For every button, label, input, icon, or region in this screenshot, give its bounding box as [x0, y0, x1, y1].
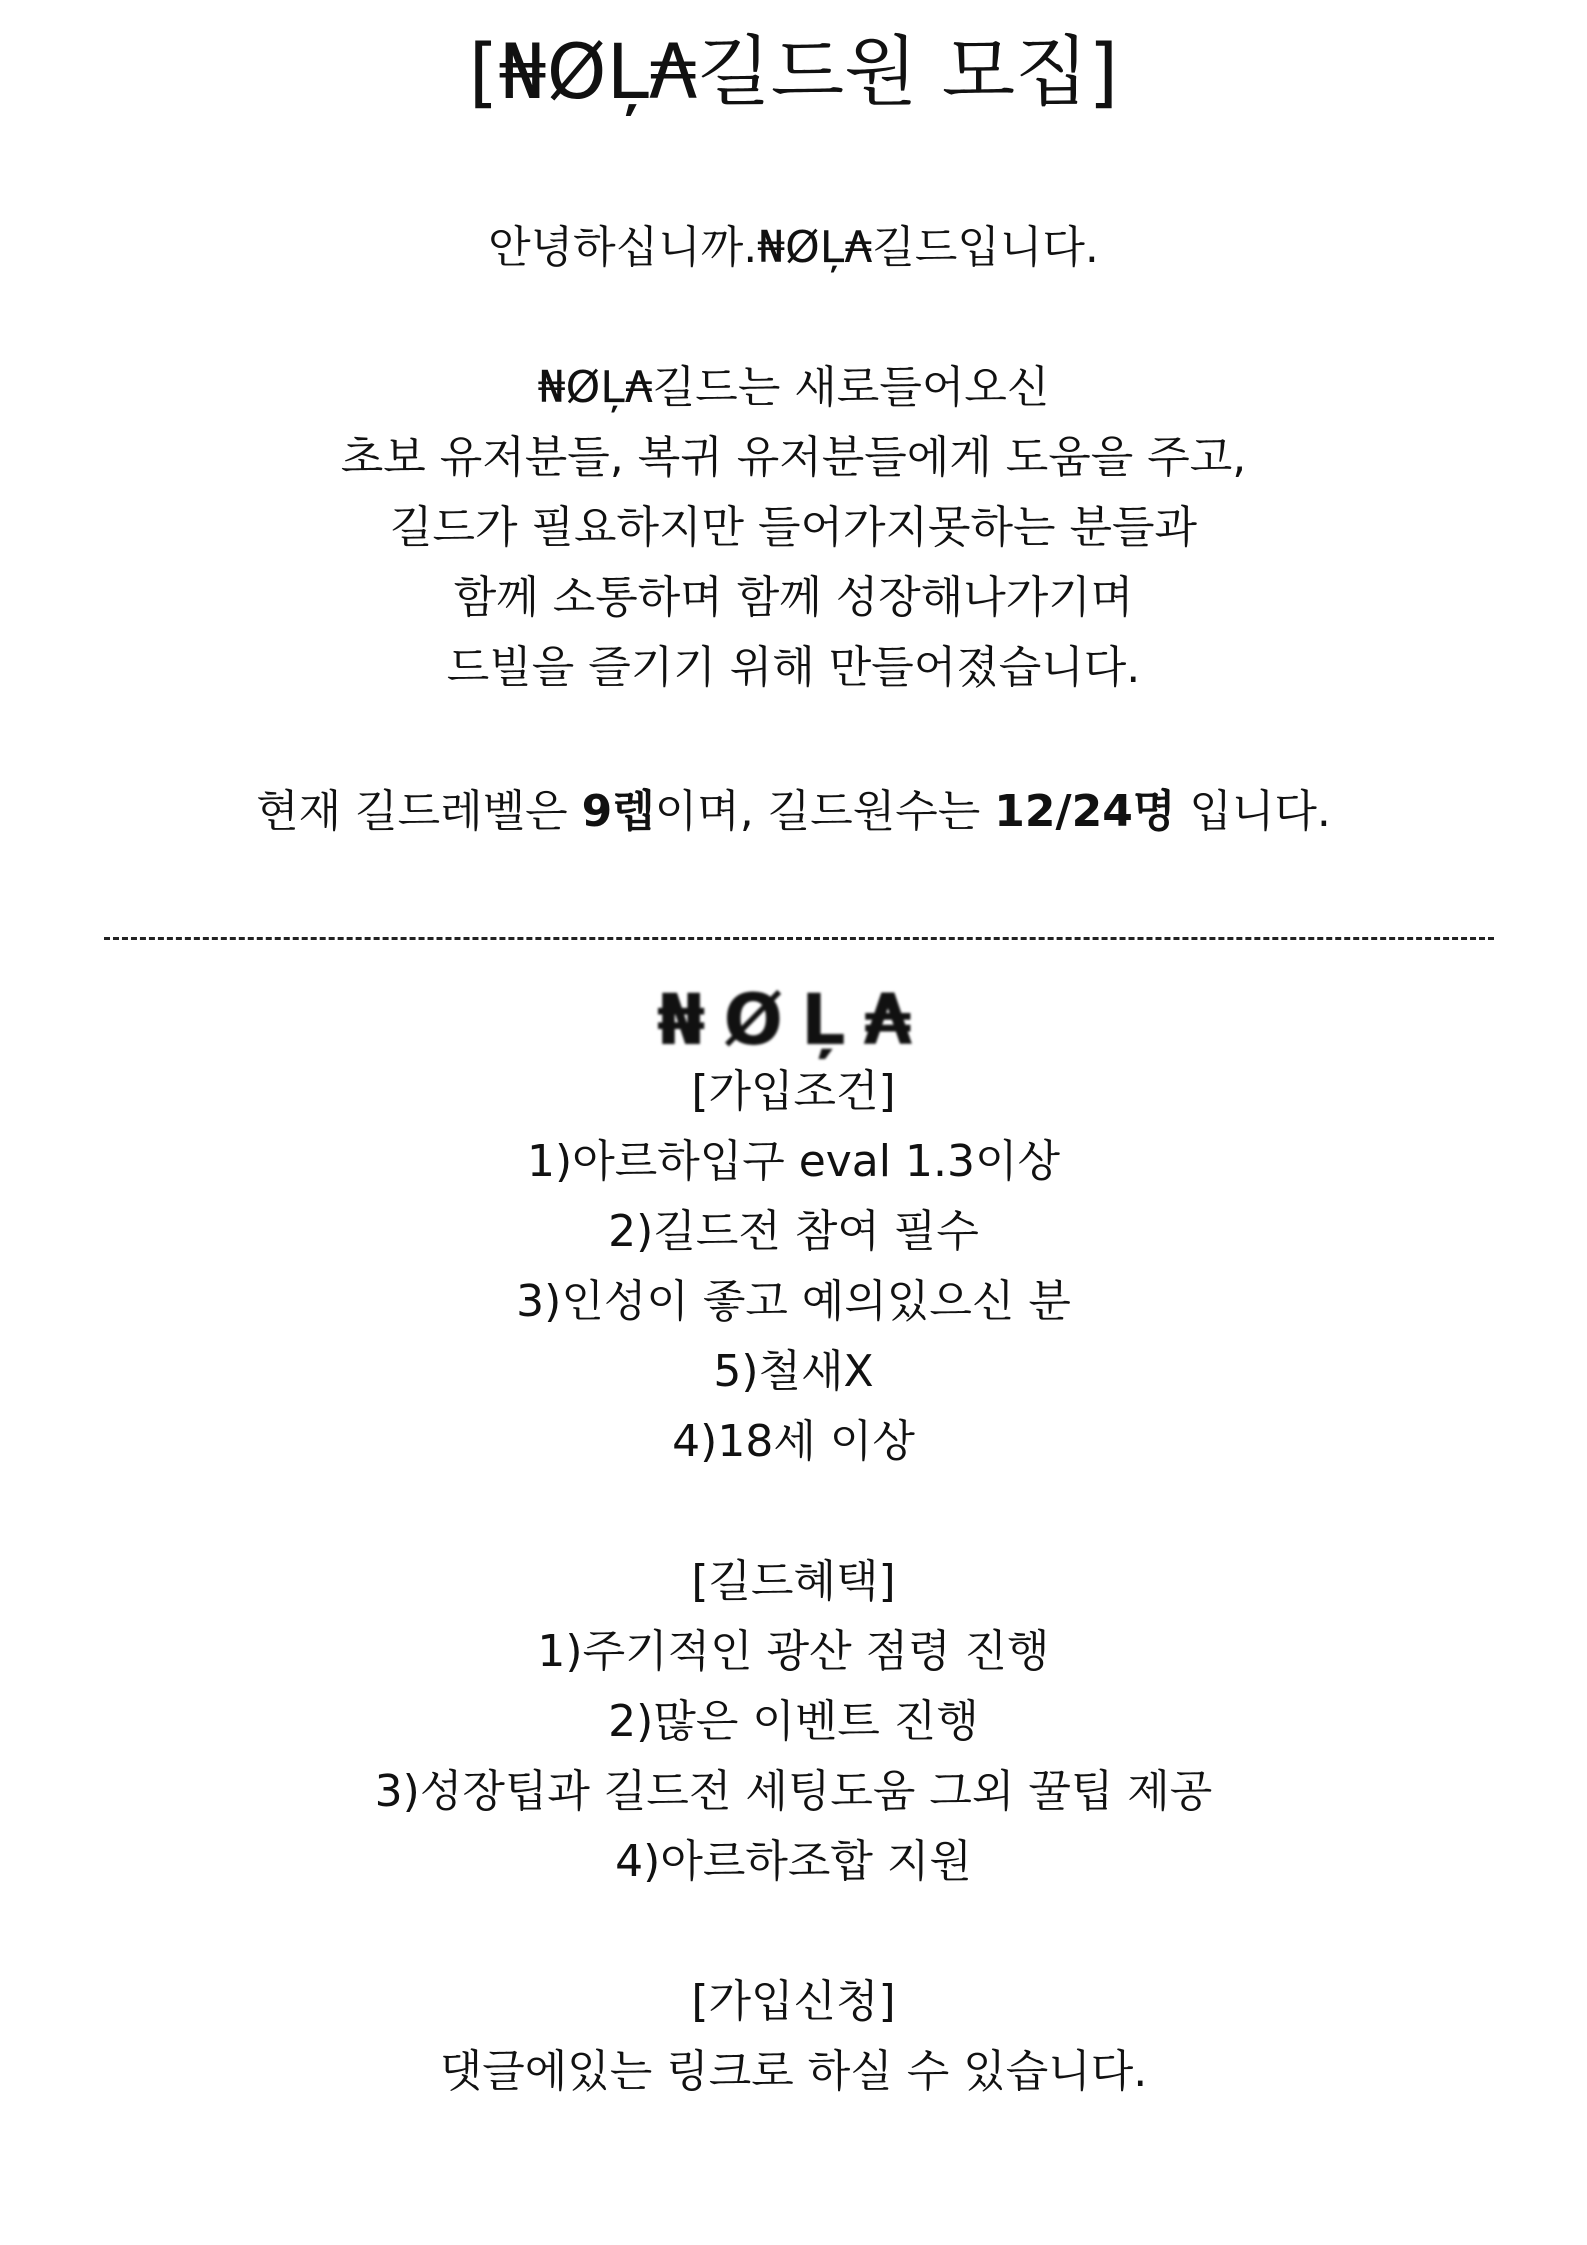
status-prefix: 현재 길드레벨은 — [256, 786, 582, 837]
requirements-heading: [가입조건] — [691, 1066, 896, 1117]
page-title: [₦ØĻ₳길드원 모집] — [468, 27, 1119, 116]
dashed-divider — [104, 937, 1494, 940]
guild-logo: ₦ØĻ₳ — [656, 979, 931, 1061]
requirement-item: 4)18세 이상 — [672, 1416, 915, 1467]
benefit-item: 3)성장팁과 길드전 세팅도움 그외 꿀팁 제공 — [374, 1766, 1213, 1817]
apply-text: 댓글에있는 링크로 하실 수 있습니다. — [439, 2046, 1148, 2097]
intro-line: 초보 유저분들, 복귀 유저분들에게 도움을 주고, — [340, 432, 1247, 483]
member-count: 12/24명 — [994, 786, 1176, 837]
benefits-heading: [길드혜택] — [691, 1556, 896, 1607]
benefit-item: 1)주기적인 광산 점령 진행 — [537, 1626, 1050, 1677]
intro-line: 함께 소통하며 함께 성장해나가기며 — [453, 572, 1134, 623]
intro-line: 드빌을 즐기기 위해 만들어졌습니다. — [446, 642, 1141, 693]
requirement-item: 5)철새X — [713, 1346, 874, 1397]
intro-line: 길드가 필요하지만 들어가지못하는 분들과 — [389, 502, 1198, 553]
guild-level: 9렙 — [581, 786, 655, 837]
requirement-item: 3)인성이 좋고 예의있으신 분 — [516, 1276, 1071, 1327]
guild-status-line — [0, 782, 1587, 842]
status-suffix: 입니다. — [1175, 786, 1331, 837]
benefit-item: 4)아르하조합 지원 — [615, 1836, 972, 1887]
requirement-item: 1)아르하입구 eval 1.3이상 — [527, 1136, 1060, 1187]
benefit-item: 2)많은 이벤트 진행 — [608, 1696, 979, 1747]
intro-line: ₦ØĻ₳길드는 새로들어오신 — [537, 362, 1050, 413]
apply-heading: [가입신청] — [691, 1976, 896, 2027]
requirement-item: 2)길드전 참여 필수 — [608, 1206, 979, 1257]
status-middle: 이며, 길드원수는 — [654, 786, 995, 837]
greeting-text: 안녕하십니까.₦ØĻ₳길드입니다. — [488, 222, 1099, 273]
